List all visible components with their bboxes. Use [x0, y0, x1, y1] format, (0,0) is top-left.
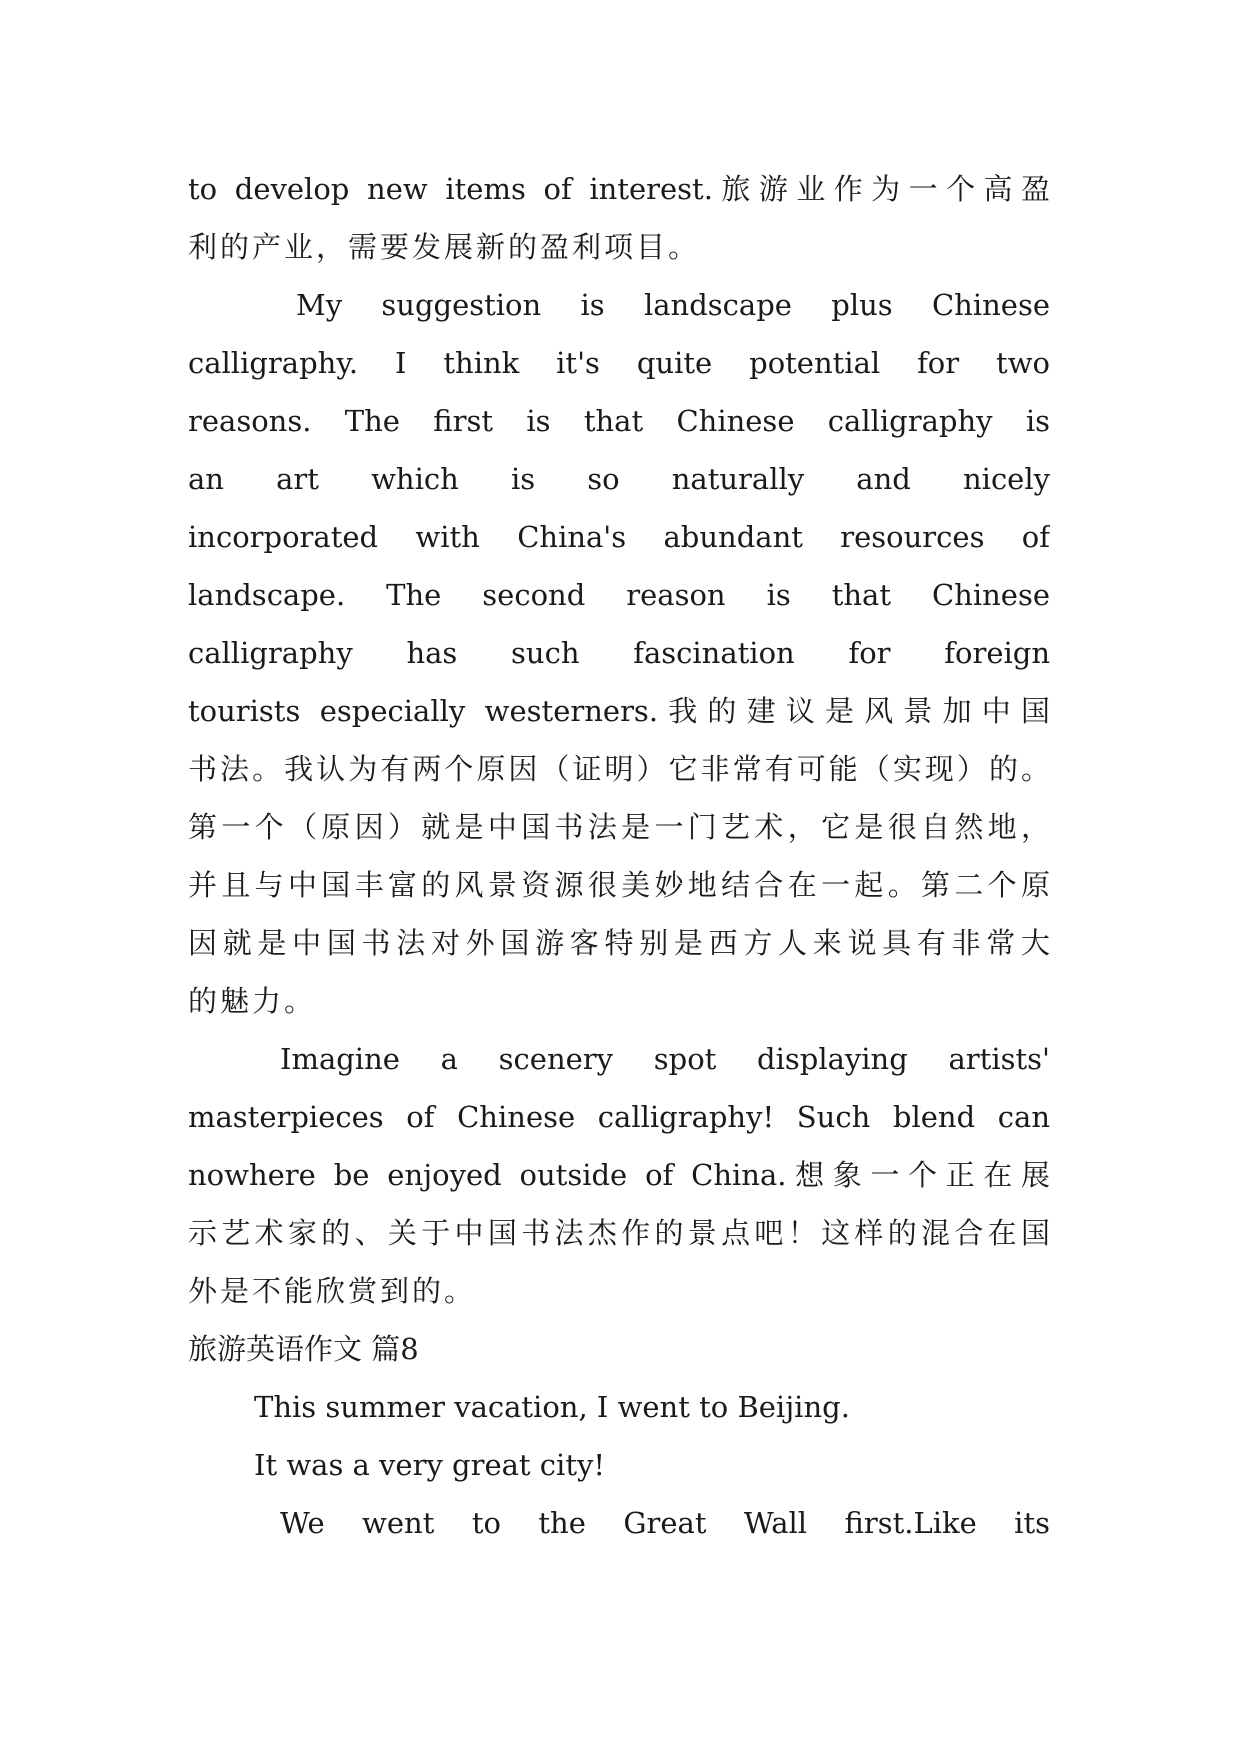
section-heading: 旅游英语作文 篇8: [188, 1332, 419, 1366]
text-line: This summer vacation, I went to Beijing.: [254, 1390, 850, 1424]
text-line: landscape. The second reason is that Chinese: [188, 578, 1050, 612]
text-line: It was a very great city!: [254, 1448, 606, 1482]
text-line: an art which is so naturally and nicely: [188, 462, 1050, 496]
text-line: incorporated with China's abundant resources of: [188, 520, 1050, 554]
paragraph-start-line: Imagine a scenery spot displaying artists': [280, 1042, 1050, 1076]
text-line: calligraphy has such fascination for foreign: [188, 636, 1050, 670]
text-line: 并且与中国丰富的风景资源很美妙地结合在一起。第二个原: [188, 868, 1050, 902]
text-line: 书法。我认为有两个原因（证明）它非常有可能（实现）的。: [188, 752, 1050, 786]
text-line: nowhere be enjoyed outside of China.想象一个正在展: [188, 1158, 1050, 1192]
text-line: calligraphy. I think it's quite potential for two: [188, 346, 1050, 380]
text-line: 的魅力。: [188, 984, 317, 1018]
document-body: [188, 160, 1050, 1552]
text-line: 利的产业，需要发展新的盈利项目。: [188, 230, 701, 264]
text-line: reasons. The first is that Chinese calligraphy is: [188, 404, 1050, 438]
text-line: 外是不能欣赏到的。: [188, 1274, 477, 1308]
text-line: masterpieces of Chinese calligraphy! Such blend can: [188, 1100, 1050, 1134]
text-line: 示艺术家的、关于中国书法杰作的景点吧！这样的混合在国: [188, 1216, 1050, 1250]
text-line: 因就是中国书法对外国游客特别是西方人来说具有非常大: [188, 926, 1050, 960]
paragraph-start-line: My suggestion is landscape plus Chinese: [296, 288, 1050, 322]
text-line: to develop new items of interest.旅游业作为一个高盈: [188, 172, 1050, 206]
text-line: We went to the Great Wall first.Like its: [280, 1506, 1050, 1540]
text-line: tourists especially westerners.我的建议是风景加中国: [188, 694, 1050, 728]
text-line: 第一个（原因）就是中国书法是一门艺术，它是很自然地，: [188, 810, 1050, 844]
